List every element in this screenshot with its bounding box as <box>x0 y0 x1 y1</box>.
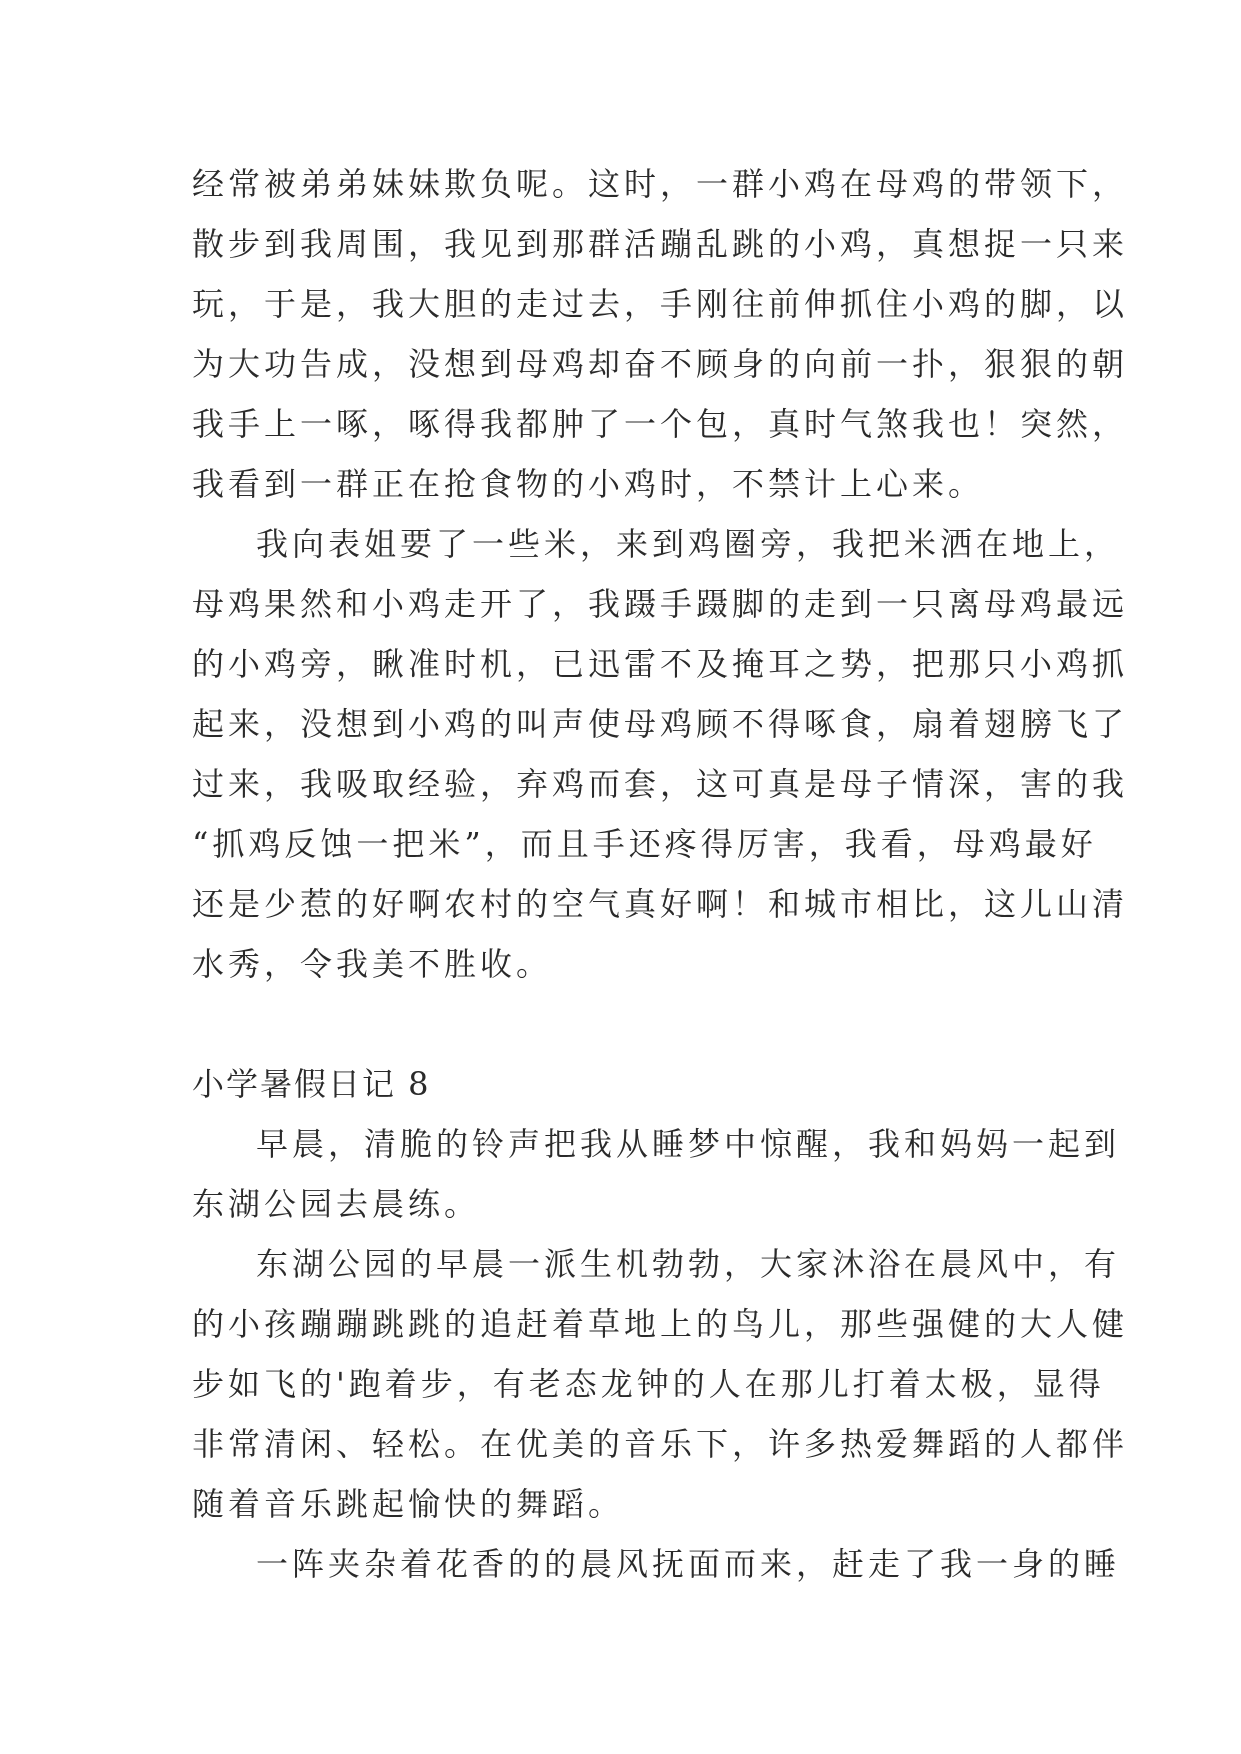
paragraph-line: 经常被弟弟妹妹欺负呢。这时，一群小鸡在母鸡的带领下， <box>192 165 1129 203</box>
paragraph-line: 水秀，令我美不胜收。 <box>192 945 553 983</box>
section-title: 小学暑假日记 8 <box>192 1065 431 1103</box>
paragraph-line: 母鸡果然和小鸡走开了，我蹑手蹑脚的走到一只离母鸡最远 <box>192 585 1129 623</box>
paragraph-line: 随着音乐跳起愉快的舞蹈。 <box>192 1485 625 1523</box>
paragraph-line: 玩，于是，我大胆的走过去，手刚往前伸抓住小鸡的脚，以 <box>192 285 1129 323</box>
paragraph-line: 的小鸡旁，瞅准时机，已迅雷不及掩耳之势，把那只小鸡抓 <box>192 645 1129 683</box>
paragraph-line: 我看到一群正在抢食物的小鸡时，不禁计上心来。 <box>192 465 985 503</box>
paragraph-line: 东湖公园的早晨一派生机勃勃，大家沐浴在晨风中，有 <box>256 1245 1121 1283</box>
paragraph-line: 我手上一啄，啄得我都肿了一个包，真时气煞我也！突然， <box>192 405 1129 443</box>
paragraph-line: “抓鸡反蚀一把米”，而且手还疼得厉害，我看，母鸡最好 <box>192 825 1097 863</box>
paragraph-line: 为大功告成，没想到母鸡却奋不顾身的向前一扑，狠狠的朝 <box>192 345 1129 383</box>
paragraph-line: 的小孩蹦蹦跳跳的追赶着草地上的鸟儿，那些强健的大人健 <box>192 1305 1129 1343</box>
paragraph-line: 一阵夹杂着花香的的晨风抚面而来，赶走了我一身的睡 <box>256 1545 1121 1583</box>
paragraph-line: 非常清闲、轻松。在优美的音乐下，许多热爱舞蹈的人都伴 <box>192 1425 1129 1463</box>
paragraph-line: 还是少惹的好啊农村的空气真好啊！和城市相比，这儿山清 <box>192 885 1129 923</box>
paragraph-line: 散步到我周围，我见到那群活蹦乱跳的小鸡，真想捉一只来 <box>192 225 1129 263</box>
paragraph-line: 起来，没想到小鸡的叫声使母鸡顾不得啄食，扇着翅膀飞了 <box>192 705 1129 743</box>
paragraph-line: 步如飞的'跑着步，有老态龙钟的人在那儿打着太极，显得 <box>192 1365 1105 1403</box>
paragraph-line: 东湖公园去晨练。 <box>192 1185 481 1223</box>
paragraph-line: 我向表姐要了一些米，来到鸡圈旁，我把米洒在地上， <box>256 525 1121 563</box>
paragraph-line: 过来，我吸取经验，弃鸡而套，这可真是母子情深，害的我 <box>192 765 1129 803</box>
paragraph-line: 早晨，清脆的铃声把我从睡梦中惊醒，我和妈妈一起到 <box>256 1125 1121 1163</box>
